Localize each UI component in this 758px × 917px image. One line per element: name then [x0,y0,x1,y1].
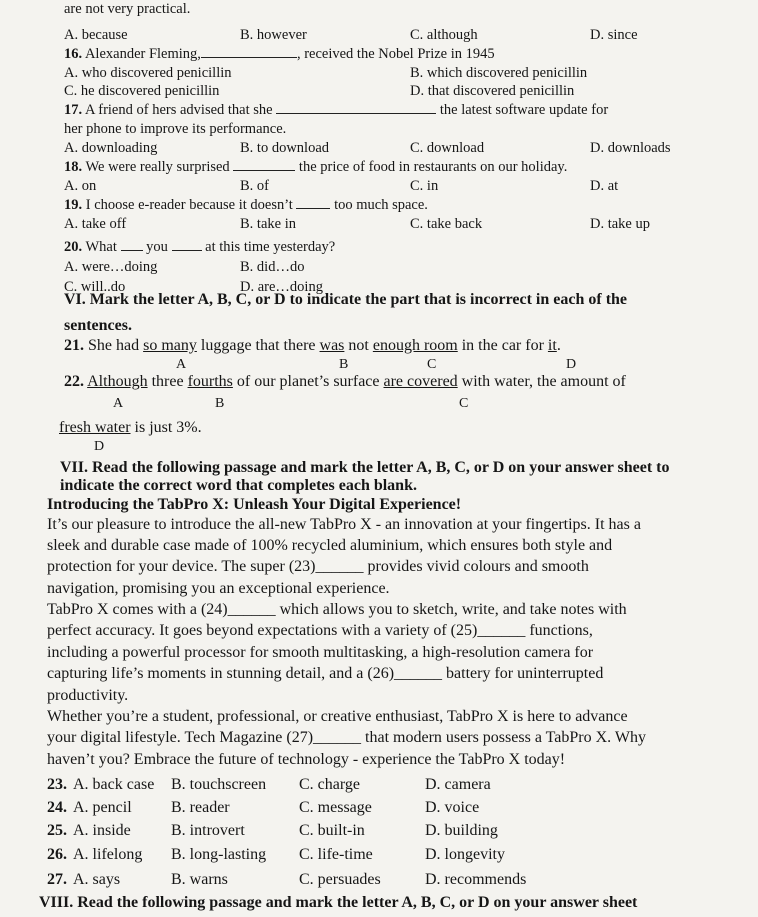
q26-option-d[interactable]: D. longevity [425,846,505,863]
q27-option-c[interactable]: C. persuades [299,871,381,888]
q23-option-d[interactable]: D. camera [425,776,491,793]
q18-option-a[interactable]: A. on [64,178,97,194]
q24-number: 24. [47,799,67,816]
q15-option-a[interactable]: A. because [64,27,128,43]
q16-option-b[interactable]: B. which discovered penicillin [410,65,588,81]
q24-option-b[interactable]: B. reader [171,799,230,816]
q17-stem-a: A friend of hers advised that she [84,102,273,118]
q21-number: 21. [64,337,84,354]
q18-number: 18. [64,159,83,175]
q19-stem [64,196,428,214]
q18-option-d[interactable]: D. at [590,178,619,194]
q17-option-b[interactable]: B. to download [240,140,330,156]
q16-option-a[interactable]: A. who discovered penicillin [64,65,232,81]
q17-option-d[interactable]: D. downloads [590,140,671,156]
passage-line: including a powerful processor for smooth multitasking, a high-resolution camera for [47,644,594,661]
passage-line: perfect accuracy. It goes beyond expectations with a variety of (25)______ functions, [47,622,593,639]
q27-option-a[interactable]: A. says [73,871,121,888]
q22-label-b: B [215,396,225,411]
q19-option-c[interactable]: C. take back [410,216,483,232]
passage-line: sleek and durable case made of 100% recycled aluminium, which ensures both style and [47,537,613,554]
q16-stem-b: , received the Nobel Prize in 1945 [296,46,495,62]
q26-option-a[interactable]: A. lifelong [73,846,143,863]
section-8-title: VIII. Read the following passage and mark the letter A, B, C, or D on your answer sheet [39,894,638,911]
q21-part-a[interactable]: so many [143,337,197,354]
q21-part-c[interactable]: enough room [372,337,458,354]
q27-option-b[interactable]: B. warns [171,871,228,888]
q19-option-b[interactable]: B. take in [240,216,296,232]
section-6-title: VI. Mark the letter A, B, C, or D to indicate the part that is incorrect in each of the [64,291,628,308]
q21-part-d[interactable]: it [547,337,557,354]
q24-option-d[interactable]: D. voice [425,799,480,816]
q23-option-c[interactable]: C. charge [299,776,361,793]
q24-option-a[interactable]: A. pencil [73,799,132,816]
passage-line: protection for your device. The super (23)______ provides vivid colours and smooth [47,558,589,575]
q16-stem [64,45,495,63]
passage-line: navigation, promising you an exceptional experience. [47,580,390,597]
q19-blank [296,196,330,209]
q22-part-a[interactable]: Although [87,373,148,390]
section-7-title-cont: indicate the correct word that completes each blank. [60,477,417,494]
q21-text-2: luggage that there [196,337,320,354]
q18-blank [233,158,295,171]
q22-number: 22. [64,373,84,390]
passage-line: productivity. [47,687,129,704]
q21-text-4: in the car for [457,337,548,354]
q20-option-c[interactable]: C. will..do [64,279,126,295]
q15-option-d[interactable]: D. since [590,27,638,43]
q20-blank-1 [121,238,143,251]
intro-tail: are not very practical. [64,1,191,17]
q18-stem-a: We were really surprised [85,159,230,175]
q21-text-1: She had [88,337,144,354]
q25-option-d[interactable]: D. building [425,822,498,839]
q22-text-2: three [147,373,188,390]
passage-line: capturing life’s moments in stunning detail, and a (26)______ battery for uninterrupted [47,665,604,682]
q22-part-d[interactable]: fresh water [59,419,131,436]
q20-stem-a: What [85,239,117,255]
q16-number: 16. [64,46,83,62]
passage-line: haven’t you? Embrace the future of technology - experience the TabPro X today! [47,751,566,768]
q22-label-a: A [113,396,124,411]
q20-option-a[interactable]: A. were…doing [64,259,158,275]
q17-stem-b: the latest software update for [439,102,609,118]
q22-sentence-cont [59,418,202,438]
q20-option-b[interactable]: B. did…do [240,259,305,275]
q16-option-d[interactable]: D. that discovered penicillin [410,83,575,99]
q26-number: 26. [47,846,67,863]
passage-line: your digital lifestyle. Tech Magazine (27)______ that modern users possess a TabPro X. Why [47,729,646,746]
q27-option-d[interactable]: D. recommends [425,871,527,888]
q22-part-c[interactable]: are covered [383,373,458,390]
q22-text-3: of our planet’s surface [232,373,384,390]
q25-option-a[interactable]: A. inside [73,822,131,839]
q23-option-b[interactable]: B. touchscreen [171,776,267,793]
q20-stem-c: at this time yesterday? [205,239,336,255]
q27-number: 27. [47,871,67,888]
q16-stem-a: Alexander Fleming, [84,46,201,62]
q20-number: 20. [64,239,83,255]
q25-option-b[interactable]: B. introvert [171,822,245,839]
q17-blank [276,101,436,114]
q20-blank-2 [172,238,202,251]
q25-number: 25. [47,822,67,839]
q20-stem-b: you [146,239,168,255]
q21-part-b[interactable]: was [319,337,345,354]
q22-text-5: is just 3%. [130,419,202,436]
q17-stem-c: her phone to improve its performance. [64,121,287,137]
q17-number: 17. [64,102,83,118]
section-7-title: VII. Read the following passage and mark the letter A, B, C, or D on your answer sheet to [60,459,670,476]
q22-part-b[interactable]: fourths [187,373,233,390]
q22-label-d: D [94,439,105,454]
q19-stem-b: too much space. [334,197,428,213]
q18-stem-b: the price of food in restaurants on our holiday. [298,159,568,175]
q25-option-c[interactable]: C. built-in [299,822,365,839]
q23-option-a[interactable]: A. back case [73,776,155,793]
q22-text-4: with water, the amount of [457,373,626,390]
q16-blank [201,45,297,58]
q17-stem [64,101,754,119]
q22-sentence [64,372,626,392]
q24-option-c[interactable]: C. message [299,799,372,816]
passage-line: It’s our pleasure to introduce the all-new TabPro X - an innovation at your fingertips. It has a [47,516,641,533]
q17-option-c[interactable]: C. download [410,140,485,156]
q15-option-c[interactable]: C. although [410,27,478,43]
q17-option-a[interactable]: A. downloading [64,140,158,156]
q18-stem [64,158,567,176]
q26-option-b[interactable]: B. long-lasting [171,846,267,863]
q26-option-c[interactable]: C. life-time [299,846,373,863]
passage-line: Whether you’re a student, professional, or creative enthusiast, TabPro X is here to advance [47,708,628,725]
q21-text-3: not [344,337,373,354]
q19-stem-a: I choose e-reader because it doesn’t [85,197,293,213]
section-6-title-cont: sentences. [64,317,132,334]
passage-line: TabPro X comes with a (24)______ which allows you to sketch, write, and take notes with [47,601,627,618]
q22-label-c: C [459,396,469,411]
q21-label-c: C [427,357,437,372]
q21-label-b: B [339,357,349,372]
q19-option-a[interactable]: A. take off [64,216,127,232]
q21-label-d: D [566,357,577,372]
q20-stem [64,238,335,256]
q23-number: 23. [47,776,67,793]
q19-option-d[interactable]: D. take up [590,216,650,232]
q18-option-b[interactable]: B. of [240,178,269,194]
passage-heading: Introducing the TabPro X: Unleash Your Digital Experience! [47,496,462,513]
q19-number: 19. [64,197,83,213]
q20-option-d[interactable]: D. are…doing [240,279,323,295]
q21-text-5: . [556,337,561,354]
q21-label-a: A [176,357,187,372]
q18-option-c[interactable]: C. in [410,178,439,194]
q21-sentence [64,336,561,356]
q16-option-c[interactable]: C. he discovered penicillin [64,83,220,99]
q15-option-b[interactable]: B. however [240,27,307,43]
